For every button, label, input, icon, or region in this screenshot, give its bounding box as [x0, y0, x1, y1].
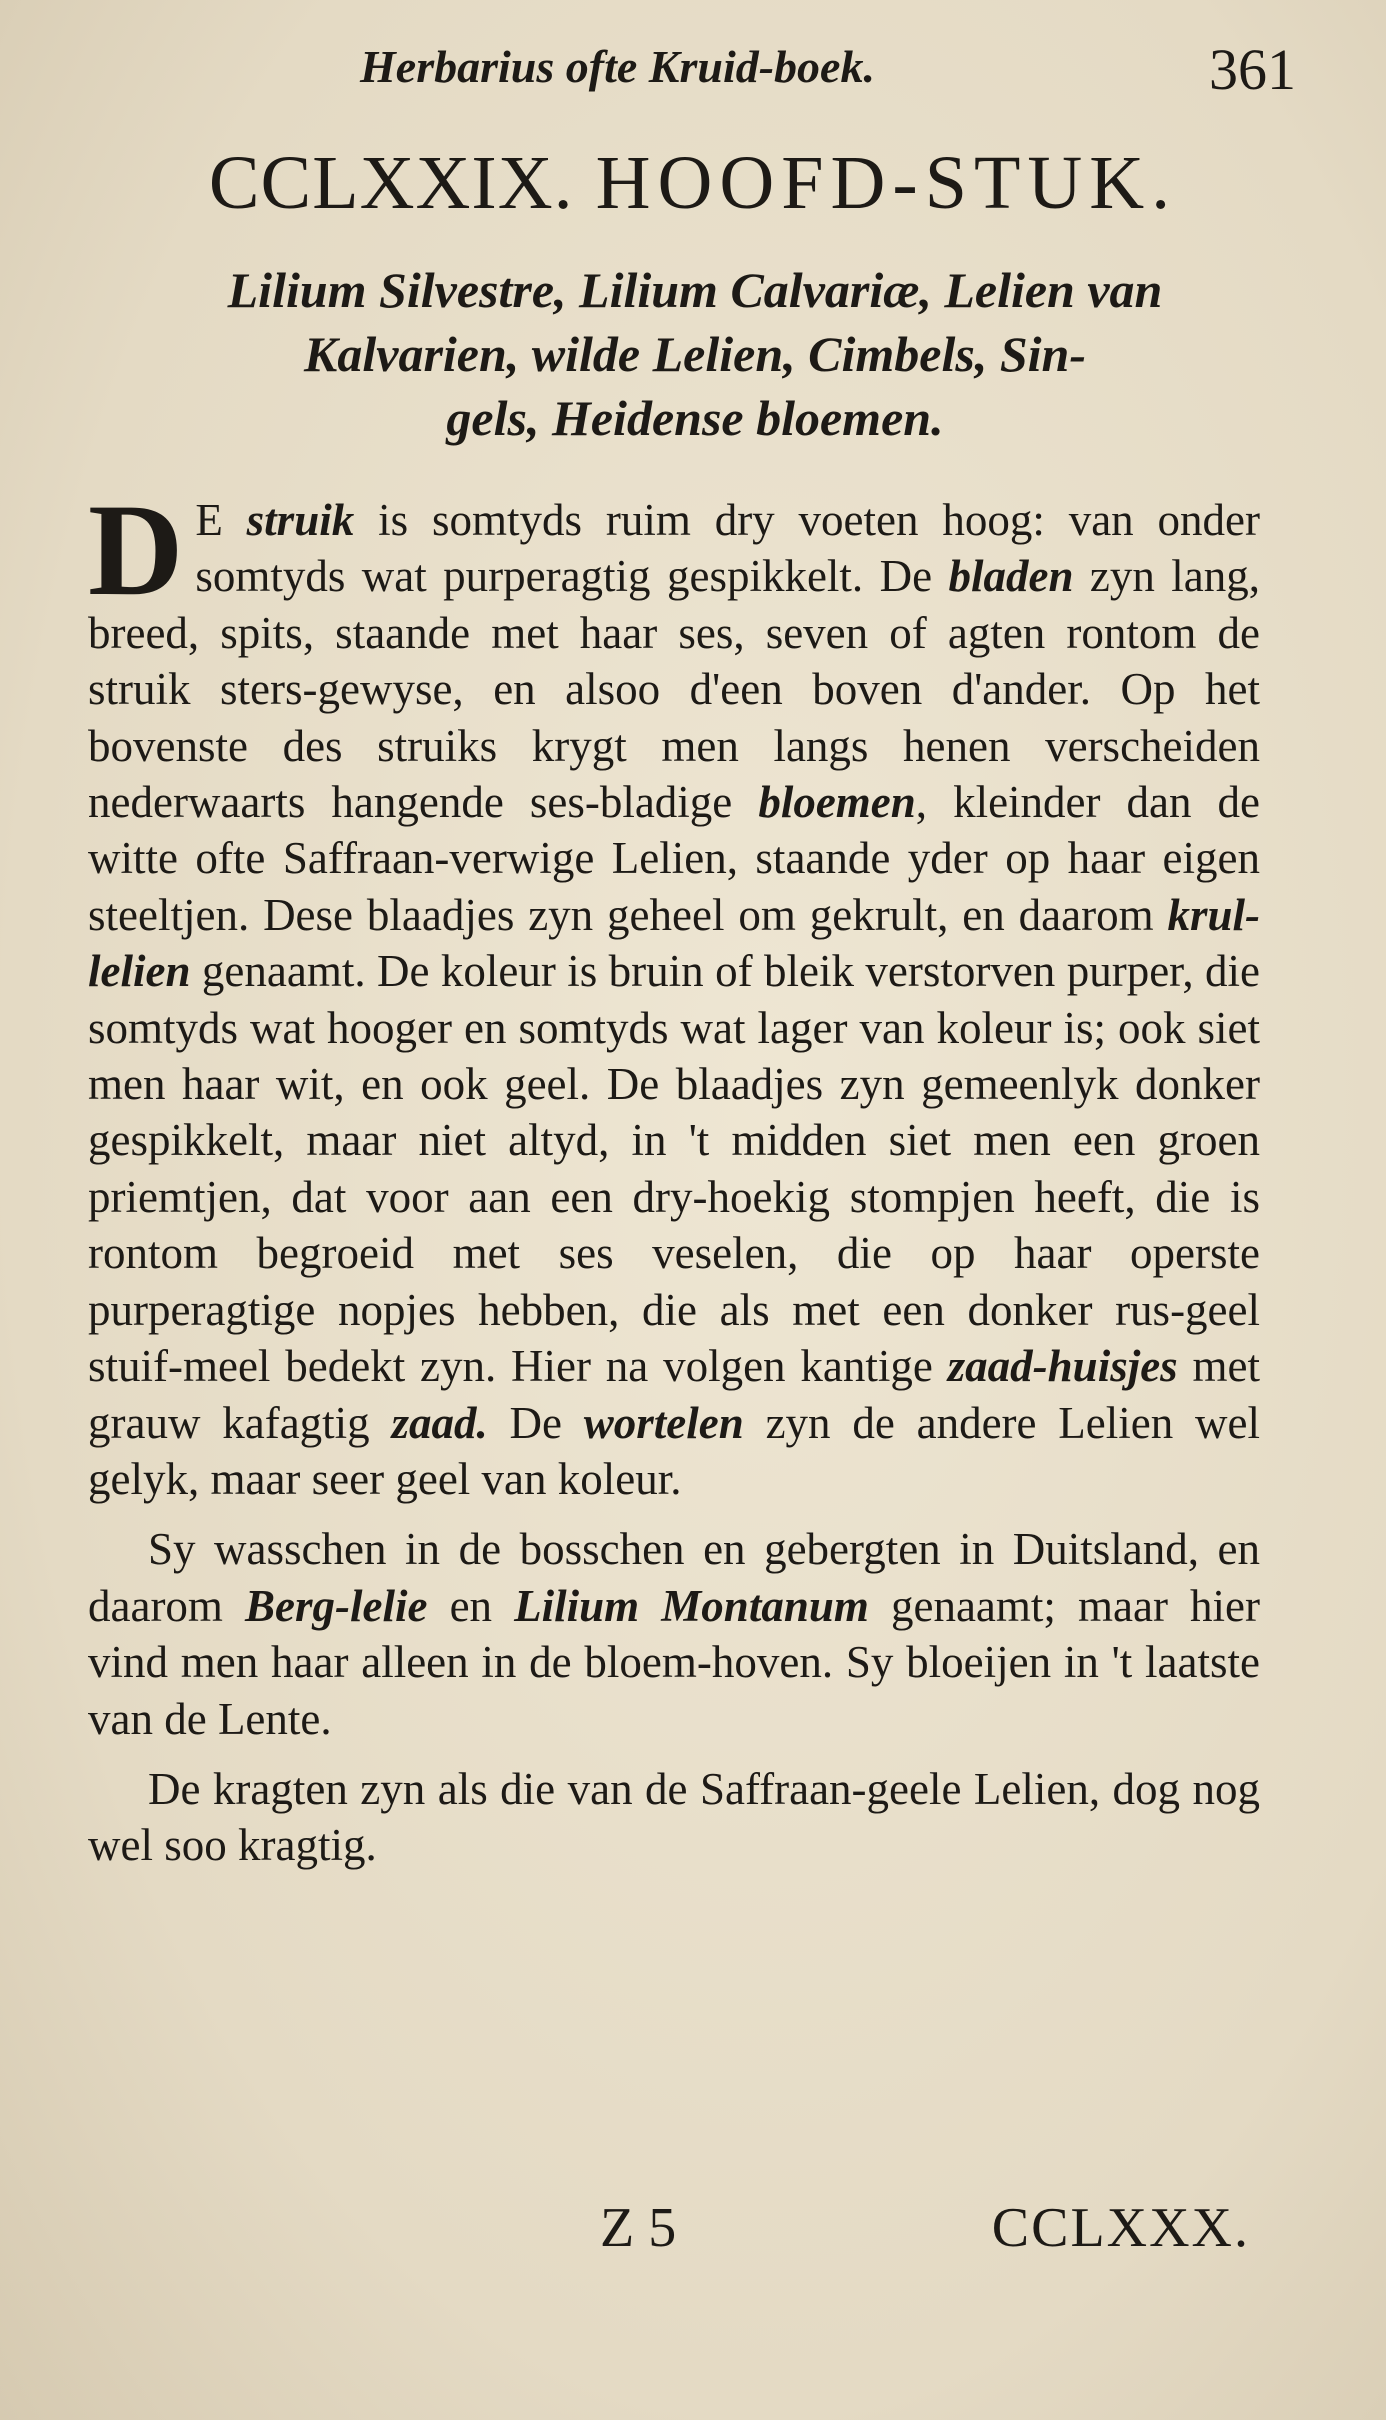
chapter-word: HOOFD-STUK.: [595, 141, 1178, 225]
italic-term: krul-lelien: [88, 889, 1260, 997]
text-run: E: [195, 495, 247, 545]
text-run: Sy wasschen in de bosschen en gebergten in Duitsland, en daarom: [88, 1524, 1260, 1631]
text-run: zyn de andere Lelien wel gelyk, maar seer geel van koleur.: [88, 1397, 1260, 1504]
text-run: is somtyds ruim dry voeten hoog: van onder somtyds wat purperagtig gespikkelt. De: [195, 495, 1260, 602]
drop-cap: D: [88, 476, 184, 623]
running-head: [360, 28, 1296, 118]
text-run: met grauw kafagtig: [88, 1341, 1260, 1448]
plant-names-line: Lilium Silvestre, Lilium Calvariæ, Lelien van: [227, 262, 1163, 318]
plant-names: [150, 258, 1240, 450]
text-run: De: [487, 1397, 584, 1448]
paragraph-virtues: [88, 1761, 1260, 1874]
signature-mark: Z 5: [600, 2197, 677, 2259]
text-run: De kragten zyn als die van de Saffraan-geele Lelien, dog nog wel soo kragtig.: [88, 1763, 1260, 1871]
italic-term: bloemen: [758, 777, 916, 828]
italic-term: struik: [246, 495, 355, 545]
italic-term: bladen: [948, 551, 1074, 602]
text-run: zyn lang, breed, spits, staande met haar ses, seven of agten rontom de struik sters-gewyse, en alsoo d'een boven d'ander. Op het bovenste des struiks krygt men langs henen verscheiden nederwaarts hangende ses-bladige: [88, 551, 1260, 828]
running-title: Herbarius ofte Kruid-boek.: [360, 41, 875, 92]
plant-names-line: gels, Heidense bloemen.: [446, 390, 944, 446]
italic-term: Berg-lelie: [245, 1580, 428, 1631]
paragraph-habitat: [88, 1521, 1260, 1747]
chapter-number: CCLXXIX.: [208, 141, 574, 225]
chapter-heading: [0, 140, 1386, 227]
paragraph-description: [88, 476, 1260, 1507]
footer-line: [560, 2196, 1260, 2266]
italic-term: zaad.: [391, 1397, 488, 1448]
text-run: , kleinder dan de witte ofte Saffraan-verwige Lelien, staande yder op haar eigen steeltjen. Dese blaadjes zyn geheel om gekrult, en daarom: [88, 777, 1260, 940]
catchword: CCLXXX.: [991, 2197, 1250, 2259]
text-run: en: [427, 1580, 515, 1631]
italic-term: Lilium Montanum: [514, 1580, 869, 1631]
page-number: 361: [1209, 37, 1296, 102]
text-run: genaamt; maar hier vind men haar alleen in de bloem-hoven. Sy bloeijen in 't laatste van de Lente.: [88, 1580, 1260, 1744]
text-run: genaamt. De koleur is bruin of bleik verstorven purper, die somtyds wat hooger en somtyds wat lager van koleur is; ook siet men haar wit, en ook geel. De blaadjes zyn gemeenlyk donker gespikkelt, maar niet altyd, in 't midden siet men een groen priemtjen, dat voor aan een dry-hoekig stompjen heeft, die is rontom begroeid met ses veselen, die op haar operste purperagtige nopjes hebben, die als met een donker rus-geel stuif-meel bedekt zyn. Hier na volgen kantige: [88, 946, 1260, 1392]
body-text: [88, 476, 1260, 1874]
italic-term: wortelen: [583, 1397, 744, 1448]
italic-term: zaad-huisjes: [947, 1341, 1178, 1392]
plant-names-line: Kalvarien, wilde Lelien, Cimbels, Sin-: [304, 326, 1086, 382]
